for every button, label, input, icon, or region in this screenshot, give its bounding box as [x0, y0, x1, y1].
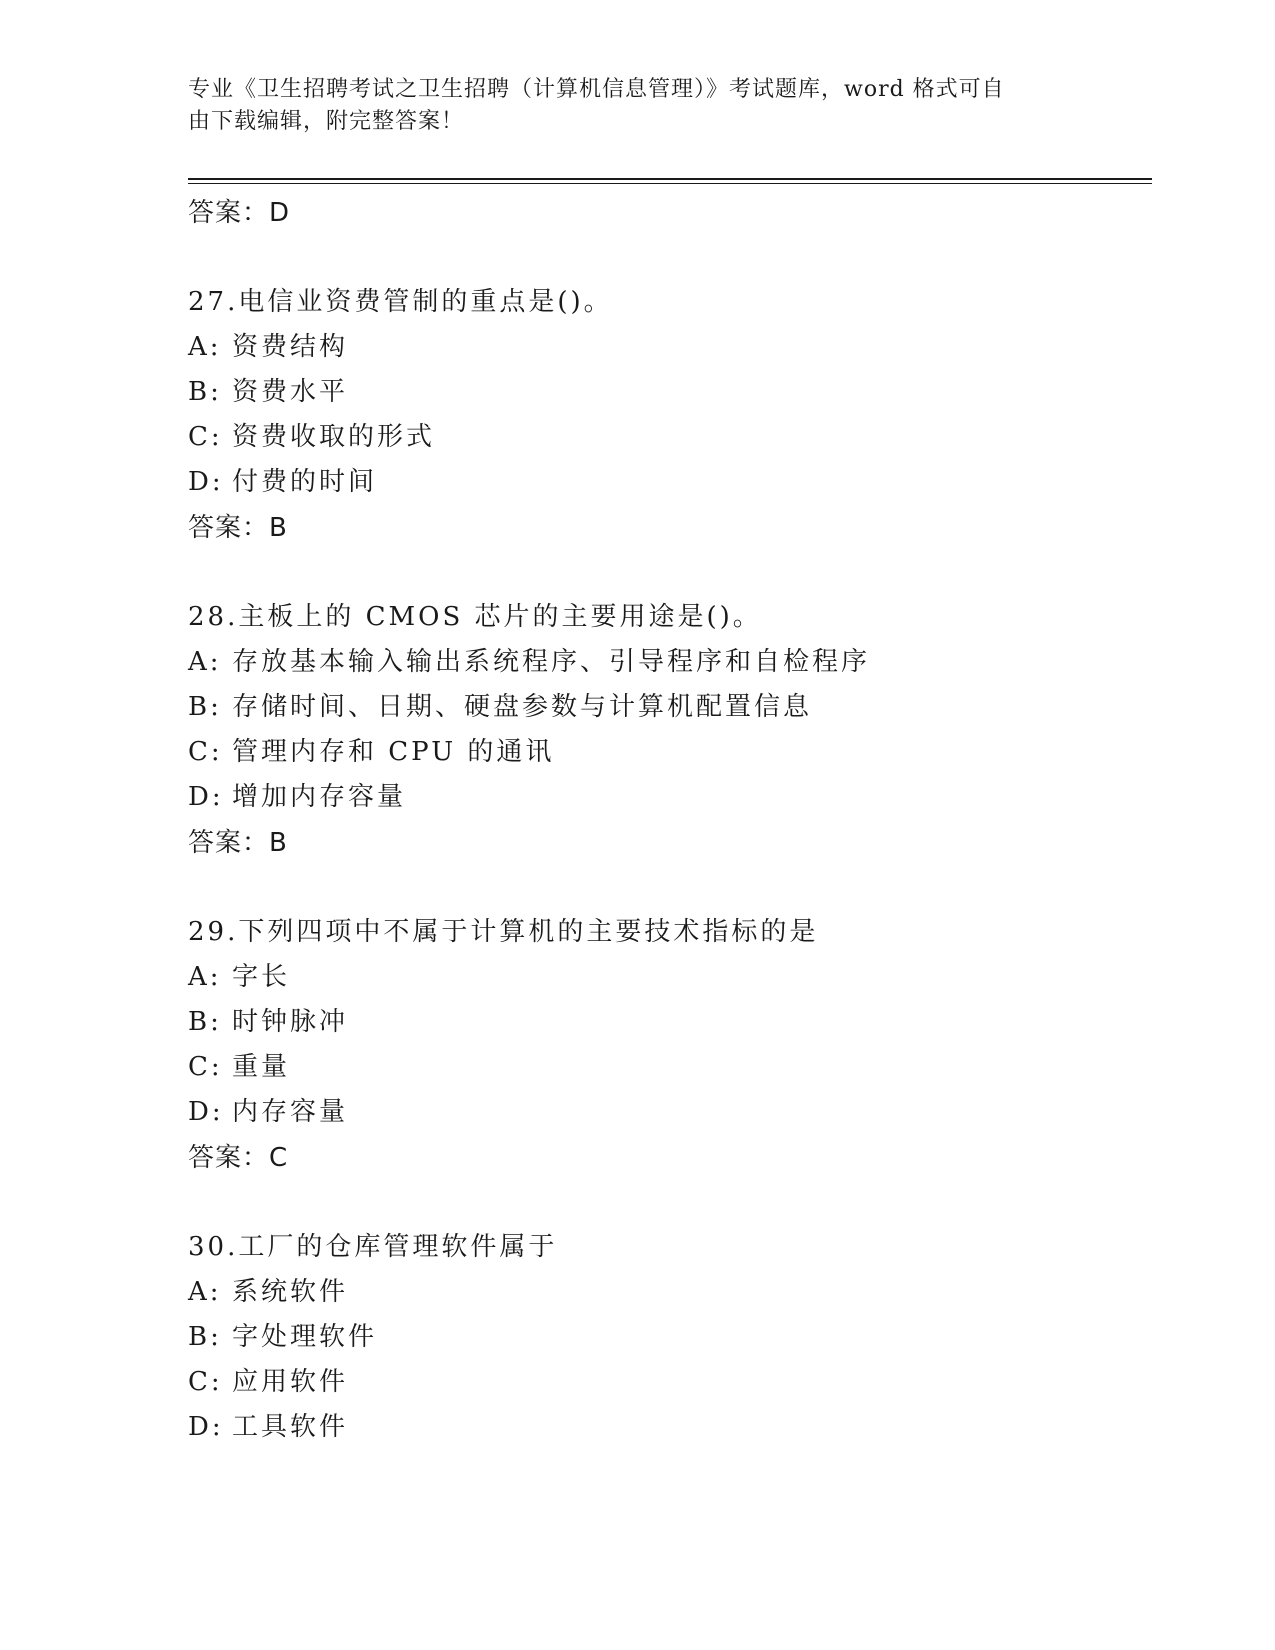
page-header — [188, 74, 1068, 138]
previous-answer: 答案：D — [188, 198, 291, 228]
option-text: 存放基本输入输出系统程序、引导程序和自检程序 — [232, 647, 871, 677]
answer: 答案：C — [188, 1143, 289, 1173]
option-text: 时钟脉冲 — [232, 1007, 349, 1037]
option-key: A: — [188, 1277, 222, 1307]
option-a — [188, 1270, 1148, 1315]
question-28 — [188, 595, 1148, 866]
question-30 — [188, 1225, 1148, 1450]
option-key: B: — [188, 1007, 222, 1037]
question-27 — [188, 280, 1148, 551]
option-key: C: — [188, 422, 223, 452]
option-key: B: — [188, 1322, 222, 1352]
option-key: C: — [188, 737, 223, 767]
option-key: A: — [188, 332, 222, 362]
option-d — [188, 775, 1148, 820]
option-key: B: — [188, 377, 222, 407]
option-key: A: — [188, 962, 222, 992]
option-key: A: — [188, 647, 222, 677]
option-key: B: — [188, 692, 222, 722]
question-list — [188, 190, 1148, 1450]
option-text: 资费收取的形式 — [232, 422, 436, 452]
header-divider-thick — [188, 178, 1152, 180]
option-text: 系统软件 — [232, 1277, 349, 1307]
option-text: 存储时间、日期、硬盘参数与计算机配置信息 — [232, 692, 813, 722]
option-text: 字长 — [232, 962, 291, 992]
option-c — [188, 1045, 1148, 1090]
question-text: 30.工厂的仓库管理软件属于 — [188, 1232, 558, 1262]
option-text: 管理内存和 CPU 的通讯 — [232, 737, 555, 767]
option-text: 增加内存容量 — [232, 782, 407, 812]
option-key: D: — [188, 782, 224, 812]
option-b — [188, 1000, 1148, 1045]
answer: 答案：B — [188, 513, 288, 543]
option-c — [188, 415, 1148, 460]
option-text: 付费的时间 — [232, 467, 378, 497]
option-d — [188, 1405, 1148, 1450]
option-text: 内存容量 — [232, 1097, 349, 1127]
option-key: D: — [188, 1412, 224, 1442]
option-b — [188, 685, 1148, 730]
option-key: C: — [188, 1367, 223, 1397]
option-c — [188, 730, 1148, 775]
option-key: D: — [188, 1097, 224, 1127]
option-text: 资费水平 — [232, 377, 349, 407]
header-line-1: 专业《卫生招聘考试之卫生招聘（计算机信息管理）》考试题库，word 格式可自 — [188, 77, 1005, 102]
question-text: 28.主板上的 CMOS 芯片的主要用途是()。 — [188, 602, 762, 632]
option-key: D: — [188, 467, 224, 497]
option-a — [188, 640, 1148, 685]
option-d — [188, 1090, 1148, 1135]
answer: 答案：B — [188, 828, 288, 858]
option-d — [188, 460, 1148, 505]
option-c — [188, 1360, 1148, 1405]
option-text: 重量 — [232, 1052, 291, 1082]
option-text: 资费结构 — [232, 332, 349, 362]
question-text: 27.电信业资费管制的重点是()。 — [188, 287, 613, 317]
question-text: 29.下列四项中不属于计算机的主要技术指标的是 — [188, 917, 819, 947]
header-divider-thin — [188, 183, 1152, 184]
option-text: 应用软件 — [232, 1367, 349, 1397]
header-line-2: 由下载编辑，附完整答案！ — [188, 109, 465, 134]
question-29 — [188, 910, 1148, 1181]
option-a — [188, 325, 1148, 370]
option-text: 字处理软件 — [232, 1322, 378, 1352]
option-b — [188, 370, 1148, 415]
option-text: 工具软件 — [232, 1412, 349, 1442]
option-a — [188, 955, 1148, 1000]
option-key: C: — [188, 1052, 223, 1082]
option-b — [188, 1315, 1148, 1360]
